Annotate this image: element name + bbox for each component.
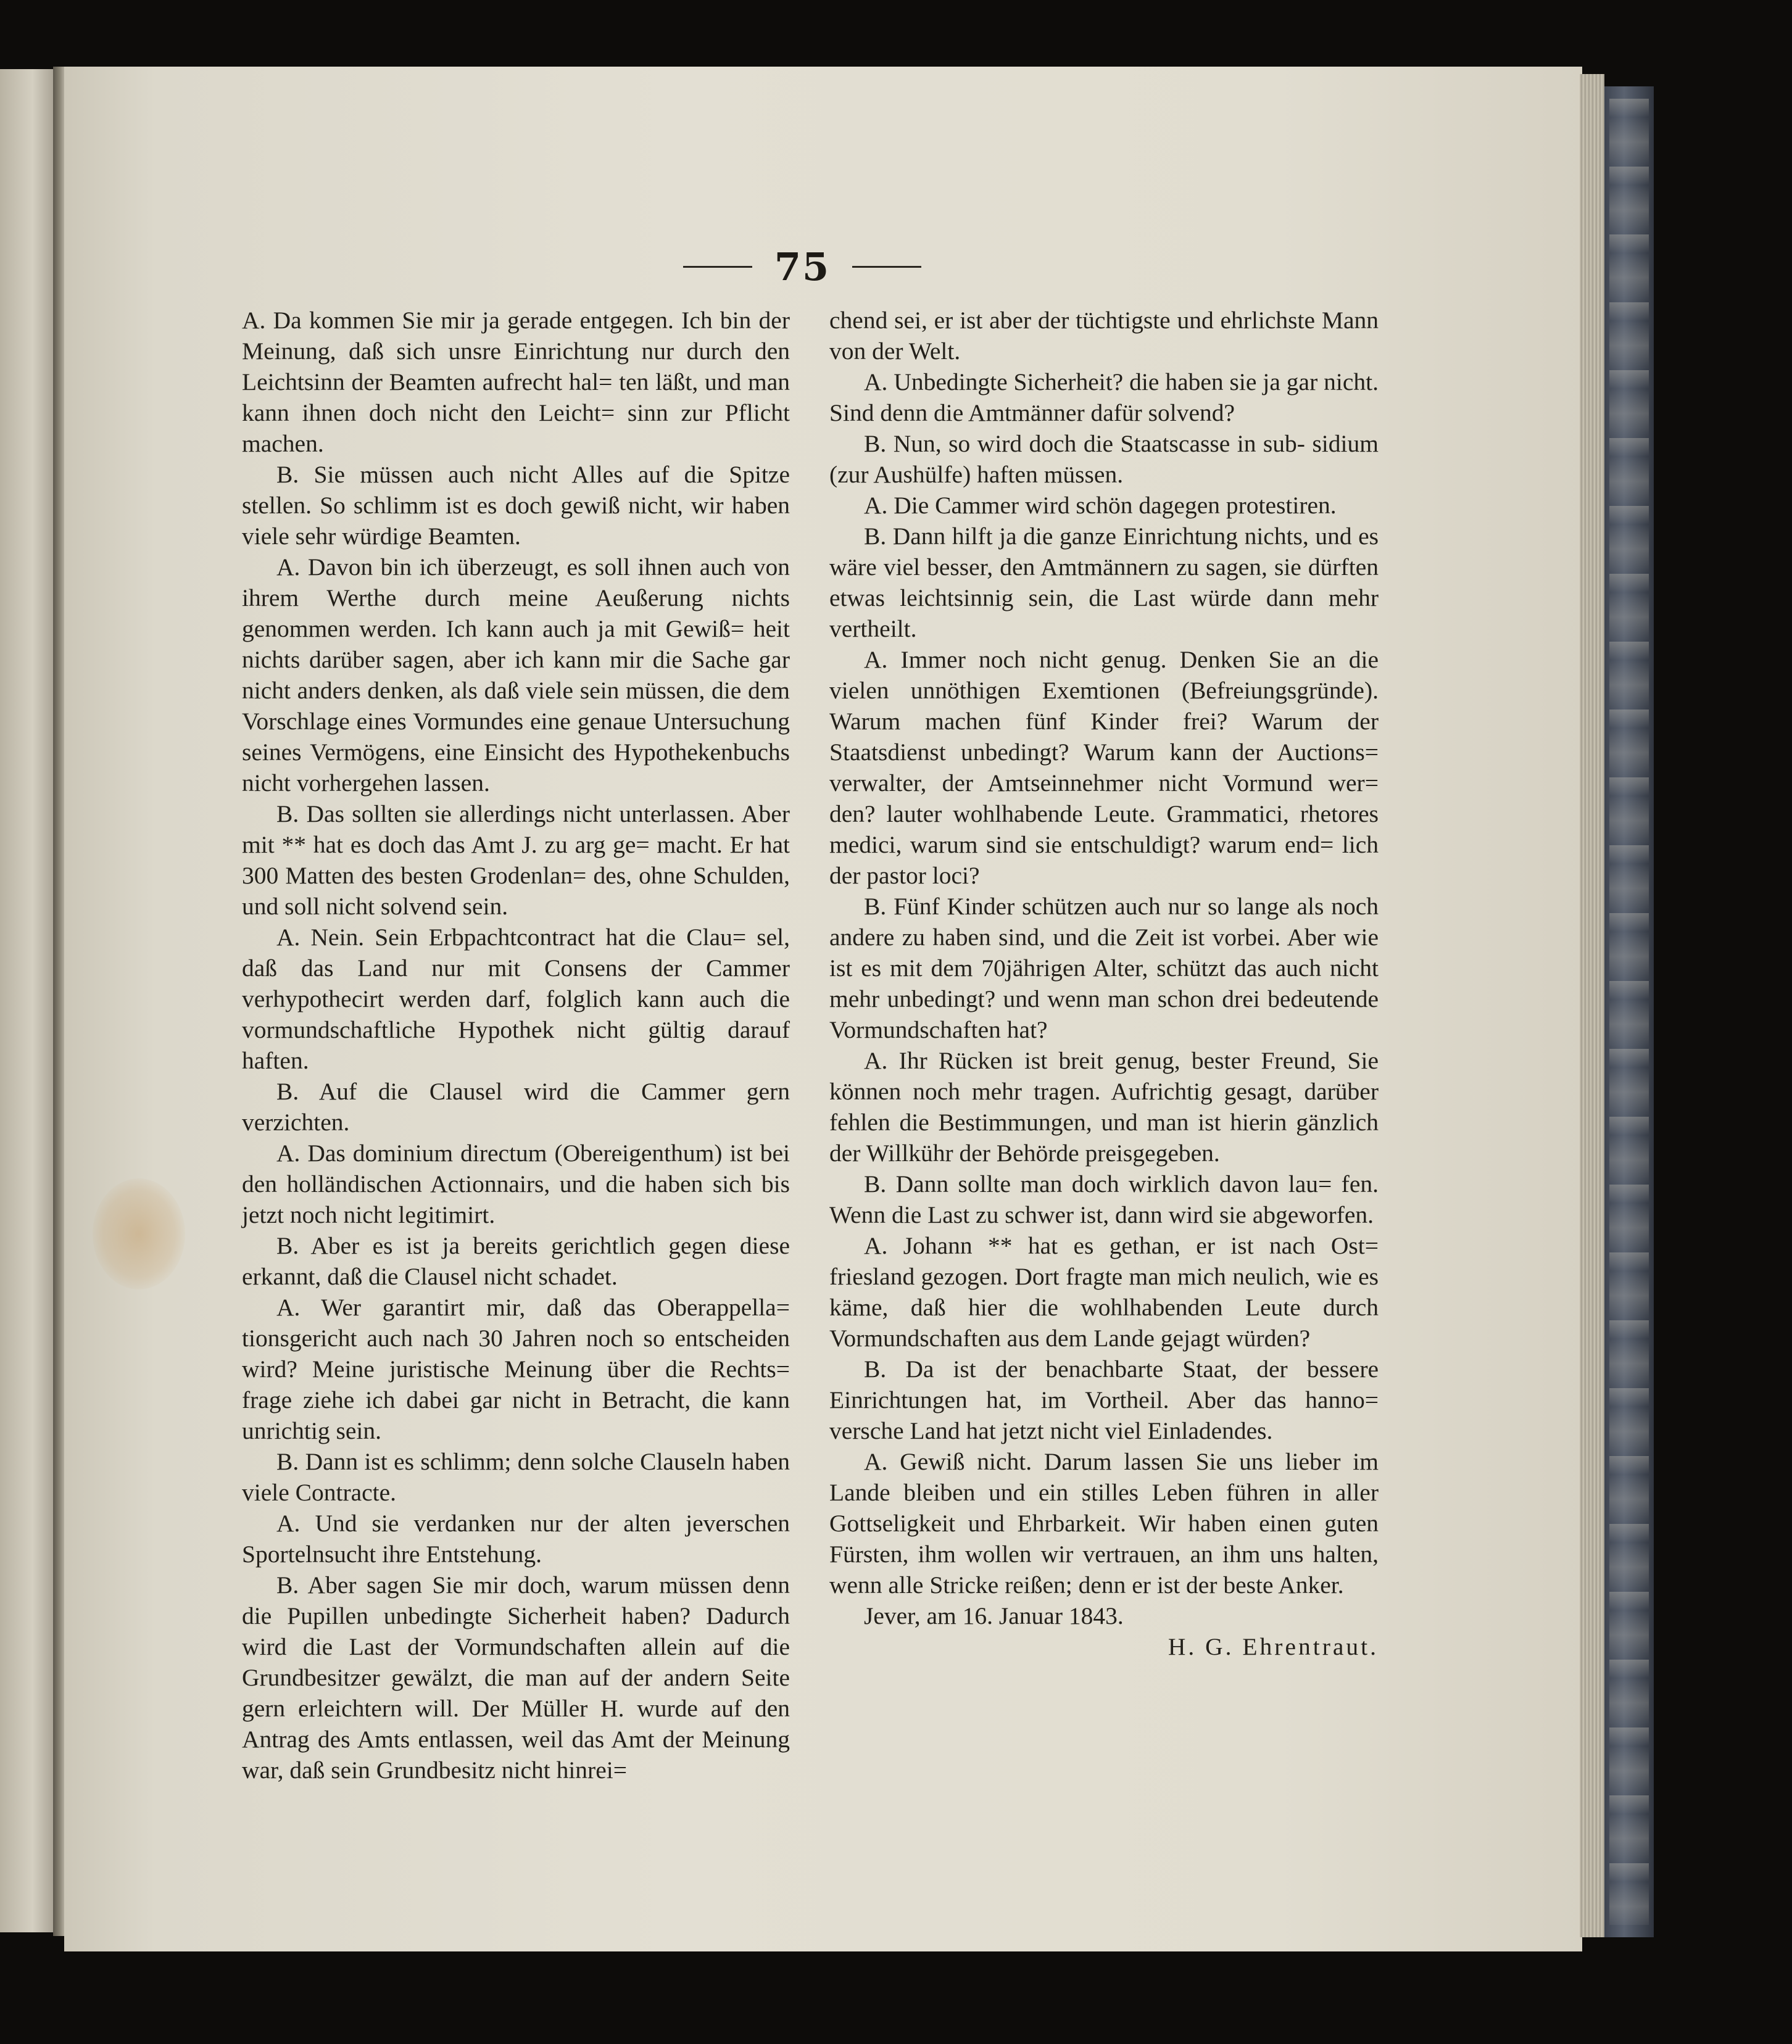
dialogue-paragraph: A. Gewiß nicht. Darum lassen Sie uns lieber im Lande bleiben und ein stilles Leben führen in aller Gottseligkeit und Ehrbarkeit. Wir haben einen guten Fürsten, ihm wollen wir vertrauen, an ihm uns halten, wenn alle Stricke reißen; denn er ist der beste Anker. <box>829 1448 1379 1599</box>
dialogue-paragraph: A. Wer garantirt mir, daß das Oberappella= tionsgericht auch nach 30 Jahren noch so entscheiden wird? Meine juristische Meinung über die Rechts= frage ziehe ich dabei gar nicht in Betracht, die kann unrichtig sein. <box>242 1294 790 1444</box>
facing-page-edge <box>0 69 59 1932</box>
dialogue-paragraph: B. Nun, so wird doch die Staatscasse in sub- sidium (zur Aushülfe) haften müssen. <box>829 430 1379 488</box>
left-text-column <box>242 305 790 1785</box>
dialogue-paragraph: B. Da ist der benachbarte Staat, der bessere Einrichtungen hat, im Vortheil. Aber das hanno= versche Land hat jetzt nicht viel Einladendes. <box>829 1355 1379 1444</box>
dialogue-paragraph: B. Dann hilft ja die ganze Einrichtung nichts, und es wäre viel besser, den Amtmännern zu sagen, sie dürften etwas leichtsinnig sein, die Last würde dann mehr vertheilt. <box>829 523 1379 642</box>
dialogue-paragraph: B. Aber sagen Sie mir doch, warum müssen denn die Pupillen unbedingte Sicherheit haben? Dadurch wird die Last der Vormundschaften allein auf die Grundbesitzer gewälzt, die man auf der andern Seite gern erleichtern will. Der Müller H. wurde auf den Antrag des Amts entlassen, weil das Amt der Meinung war, daß sein Grundbesitz nicht hinrei= <box>242 1571 790 1784</box>
dialogue-paragraph: A. Immer noch nicht genug. Denken Sie an die vielen unnöthigen Exemtionen (Befreiungsgründe). Warum machen fünf Kinder frei? Warum der Staatsdienst unbedingt? Warum kann der Auctions= verwalter, der Amtseinnehmer nicht Vormund wer= den? lauter wohlhabende Leute. Grammatici, rhetores medici, warum sind sie entschuldigt? warum end= lich der pastor loci? <box>829 646 1379 889</box>
dialogue-paragraph: B. Fünf Kinder schützen auch nur so lange als noch andere zu haben sind, und die Zeit ist vorbei. Aber wie ist es mit dem 70jährigen Alter, schützt das auch nicht mehr unbedingt? und wenn man schon drei bedeutende Vormundschaften hat? <box>829 893 1379 1043</box>
page-stack-edge <box>1580 74 1604 1937</box>
cover-texture <box>1609 99 1649 1925</box>
page-header <box>660 242 944 291</box>
dialogue-paragraph: A. Nein. Sein Erbpachtcontract hat die Clau= sel, daß das Land nur mit Consens der Cammer verhypothecirt werden darf, folglich kann auch die vormundschaftliche Hypothek nicht gültig darauf haften. <box>242 924 790 1074</box>
header-rule-right <box>852 266 921 268</box>
page-number: 75 <box>774 244 831 289</box>
dialogue-paragraph: A. Davon bin ich überzeugt, es soll ihnen auch von ihrem Werthe durch meine Aeußerung nichts genommen werden. Ich kann auch ja mit Gewiß= heit nichts darüber sagen, aber ich kann mir die Sache gar nicht anders denken, als daß viele sein müssen, die dem Vorschlage eines Vormundes eine genaue Untersuchung seines Vermögens, eine Einsicht des Hypothekenbuchs nicht vorhergehen lassen. <box>242 553 790 796</box>
dialogue-paragraph: B. Sie müssen auch nicht Alles auf die Spitze stellen. So schlimm ist es doch gewiß nicht, wir haben viele sehr würdige Beamten. <box>242 461 790 550</box>
dialogue-paragraph: A. Da kommen Sie mir ja gerade entgegen. Ich bin der Meinung, daß sich unsre Einrichtung nur durch den Leichtsinn der Beamten aufrecht hal= ten läßt, und man kann ihnen doch nicht den Leicht= sinn zur Pflicht machen. <box>242 307 790 457</box>
dialogue-paragraph: B. Dann ist es schlimm; denn solche Clauseln haben viele Contracte. <box>242 1448 790 1506</box>
right-text-column <box>829 305 1379 1662</box>
dialogue-paragraph: B. Das sollten sie allerdings nicht unterlassen. Aber mit ** hat es doch das Amt J. zu arg ge= macht. Er hat 300 Matten des besten Grodenlan= des, ohne Schulden, und soll nicht solvend sein. <box>242 800 790 920</box>
dialogue-paragraph: B. Dann sollte man doch wirklich davon lau= fen. Wenn die Last zu schwer ist, dann wird sie abgeworfen. <box>829 1170 1379 1228</box>
dialogue-paragraph: A. Ihr Rücken ist breit genug, bester Freund, Sie können noch mehr tragen. Aufrichtig gesagt, darüber fehlen die Bestimmungen, und man ist hierin gänzlich der Willkühr der Behörde preisgegeben. <box>829 1047 1379 1167</box>
dialogue-paragraph: B. Auf die Clausel wird die Cammer gern verzichten. <box>242 1078 790 1136</box>
header-rule-left <box>683 266 752 268</box>
dialogue-paragraph: A. Das dominium directum (Obereigenthum) ist bei den holländischen Actionnairs, und die haben sich bis jetzt noch nicht legitimirt. <box>242 1140 790 1228</box>
dialogue-paragraph: A. Und sie verdanken nur der alten jeverschen Sportelnsucht ihre Entstehung. <box>242 1510 790 1568</box>
signature: H. G. Ehrentraut. <box>1168 1633 1379 1660</box>
paper-stain <box>93 1178 185 1289</box>
dialogue-paragraph: A. Unbedingte Sicherheit? die haben sie ja gar nicht. Sind denn die Amtmänner dafür solvend? <box>829 368 1379 426</box>
dialogue-paragraph: B. Aber es ist ja bereits gerichtlich gegen diese erkannt, daß die Clausel nicht schadet. <box>242 1232 790 1290</box>
dialogue-paragraph: A. Johann ** hat es gethan, er ist nach Ost= friesland gezogen. Dort fragte man mich neulich, wie es käme, daß hier die wohlhabenden Leute durch Vormundschaften aus dem Lande gejagt würden? <box>829 1232 1379 1352</box>
dialogue-paragraph: Jever, am 16. Januar 1843. <box>864 1602 1124 1629</box>
dialogue-paragraph: chend sei, er ist aber der tüchtigste und ehrlichste Mann von der Welt. <box>829 307 1379 365</box>
dialogue-paragraph: A. Die Cammer wird schön dagegen protestiren. <box>864 492 1337 519</box>
